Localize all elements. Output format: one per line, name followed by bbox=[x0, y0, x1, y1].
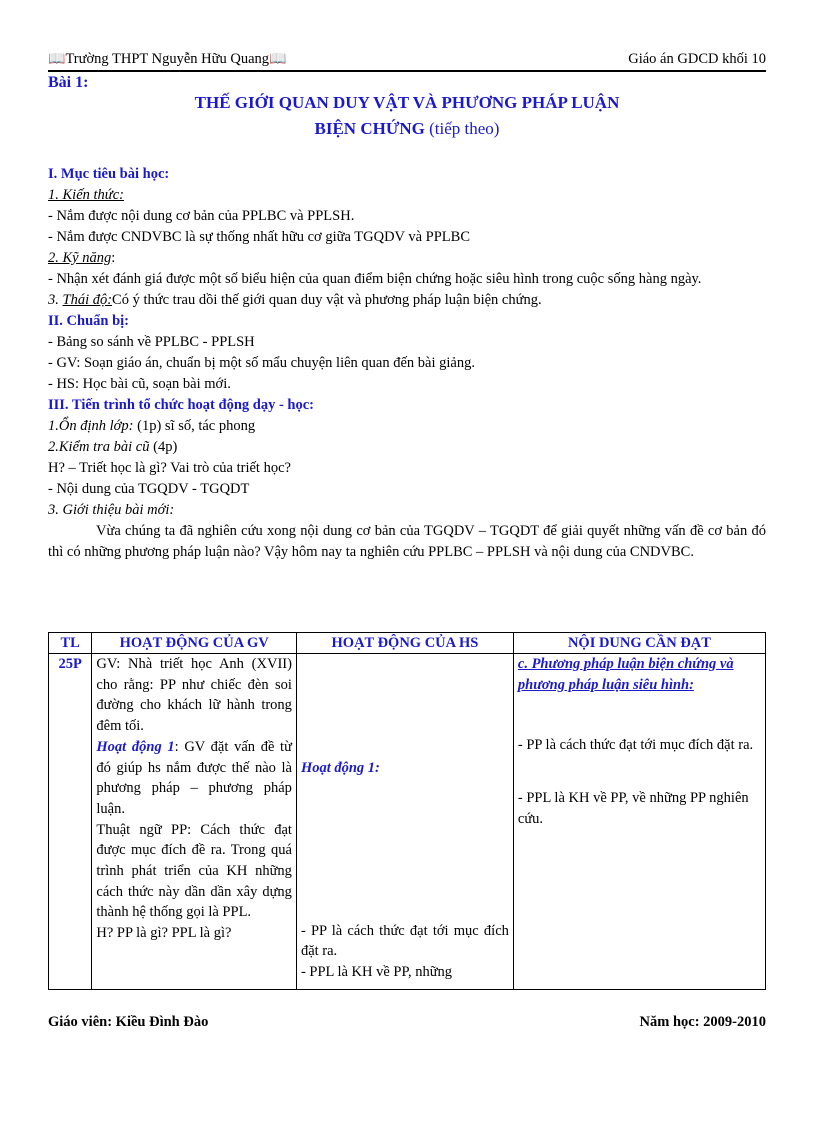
subheading: 2.Kiểm tra bài cũ bbox=[48, 439, 150, 455]
title-line-2 bbox=[48, 116, 766, 142]
paragraph bbox=[48, 416, 766, 437]
student-activity-cell bbox=[296, 654, 513, 990]
page-footer bbox=[48, 1014, 766, 1031]
title-line-2-main: BIỆN CHỨNG bbox=[314, 119, 425, 138]
table-header-row bbox=[49, 633, 766, 654]
subheading: 1.Ổn định lớp: bbox=[48, 418, 134, 434]
paragraph: - HS: Học bài cũ, soạn bài mới. bbox=[48, 376, 231, 392]
paragraph: - Nắm được CNDVBC là sự thống nhất hữu cơ giữa TGQDV và PPLBC bbox=[48, 229, 471, 245]
book-icon: 📖 bbox=[269, 52, 287, 67]
subheading: 1. Kiến thức: bbox=[48, 187, 124, 203]
cell-text: - PPL là KH về PP, về những PP nghiên cứu. bbox=[517, 790, 749, 827]
teacher-name: Giáo viên: Kiều Đình Đào bbox=[48, 1014, 209, 1030]
paragraph: - Nắm được nội dung cơ bản của PPLBC và PPLSH. bbox=[48, 208, 355, 224]
paragraph: - Nhận xét đánh giá được một số biểu hiện của quan điểm biện chứng hoặc siêu hình trong cuộc sống hàng ngày. bbox=[48, 271, 702, 287]
column-header: TL bbox=[49, 633, 92, 654]
page bbox=[48, 48, 766, 563]
page-header bbox=[48, 48, 766, 72]
colon: : bbox=[111, 250, 116, 266]
paragraph-text: (1p) sĩ số, tác phong bbox=[133, 418, 256, 434]
cell-text-span: : GV đặt vấn đề từ đó giúp hs nắm được thế nào là phương pháp – phương pháp luận. bbox=[96, 738, 292, 817]
paragraph-text: Có ý thức trau dồi thế giới quan duy vật và phương pháp luận biện chứng. bbox=[112, 292, 542, 308]
school-year: Năm học: 2009-2010 bbox=[639, 1014, 766, 1030]
paragraph: - Nội dung của TGQDV - TGQDT bbox=[48, 481, 250, 497]
lesson-number: Bài 1: bbox=[48, 74, 89, 91]
paragraph: - Bảng so sánh về PPLBC - PPLSH bbox=[48, 334, 255, 350]
paragraph: - GV: Soạn giáo án, chuẩn bị một số mẩu chuyện liên quan đến bài giảng. bbox=[48, 355, 475, 371]
title-line-1: THẾ GIỚI QUAN DUY VẬT VÀ PHƯƠNG PHÁP LUẬN bbox=[194, 93, 620, 112]
subheading-num: 3. bbox=[48, 292, 59, 308]
lesson-title bbox=[48, 90, 766, 142]
book-icon: 📖 bbox=[48, 52, 66, 67]
column-header: NỘI DUNG CẦN ĐẠT bbox=[513, 633, 765, 654]
table-row bbox=[49, 654, 766, 990]
time-cell: 25P bbox=[49, 654, 92, 990]
lesson-body bbox=[48, 164, 766, 563]
content-heading: c. Phương pháp luận biện chứng và phương pháp luận siêu hình: bbox=[517, 656, 734, 693]
school-name: Trường THPT Nguyễn Hữu Quang bbox=[65, 51, 270, 67]
teacher-activity-cell bbox=[92, 654, 297, 990]
column-header: HOẠT ĐỘNG CỦA HS bbox=[296, 633, 513, 654]
column-header: HOẠT ĐỘNG CỦA GV bbox=[92, 633, 297, 654]
paragraph bbox=[48, 437, 766, 458]
paragraph: H? – Triết học là gì? Vai trò của triết học? bbox=[48, 460, 291, 476]
paragraph: Vừa chúng ta đã nghiên cứu xong nội dung cơ bản của TGQDV – TGQDT để giải quyết những vấn đề cơ bản đó thì có những phương pháp luận nào? Vậy hôm nay ta nghiên cứu PPLBC – PPLSH và nội dung của CNDVBC. bbox=[48, 523, 766, 560]
lesson-plan-table bbox=[48, 632, 766, 990]
paragraph-text: (4p) bbox=[149, 439, 178, 455]
activity-label: Hoạt động 1 bbox=[96, 738, 175, 755]
paragraph bbox=[48, 290, 766, 311]
section-heading: I. Mục tiêu bài học: bbox=[48, 166, 170, 182]
cell-text: Thuật ngữ PP: Cách thức đạt được mục đích đề ra. Trong quá trình phát triển của KH những cách thức này dần dần xây dựng thành hệ thống gọi là PPL. bbox=[96, 821, 292, 921]
subheading: 2. Kỹ năng bbox=[48, 250, 112, 266]
cell-text bbox=[96, 737, 292, 820]
cell-text: H? PP là gì? PPL là gì? bbox=[96, 925, 232, 942]
section-heading: II. Chuẩn bị: bbox=[48, 313, 129, 329]
subheading: Thái độ: bbox=[62, 292, 113, 308]
header-right: Giáo án GDCD khối 10 bbox=[628, 51, 766, 67]
cell-text: - PP là cách thức đạt tới mục đích đặt ra. bbox=[300, 922, 509, 960]
cell-text: - PP là cách thức đạt tới mục đích đặt ra. bbox=[517, 737, 754, 754]
title-line-2-sub: (tiếp theo) bbox=[429, 119, 500, 138]
cell-text: - PPL là KH về PP, những bbox=[300, 964, 453, 981]
activity-label: Hoạt động 1: bbox=[300, 760, 380, 776]
content-cell bbox=[513, 654, 765, 990]
subheading: 3. Giới thiệu bài mới: bbox=[48, 502, 175, 518]
section-heading: III. Tiến trình tổ chức hoạt động dạy - học: bbox=[48, 397, 314, 413]
cell-text: GV: Nhà triết học Anh (XVII) cho rằng: PP như chiếc đèn soi đường cho khách lữ hành trong đêm tối. bbox=[96, 656, 292, 735]
